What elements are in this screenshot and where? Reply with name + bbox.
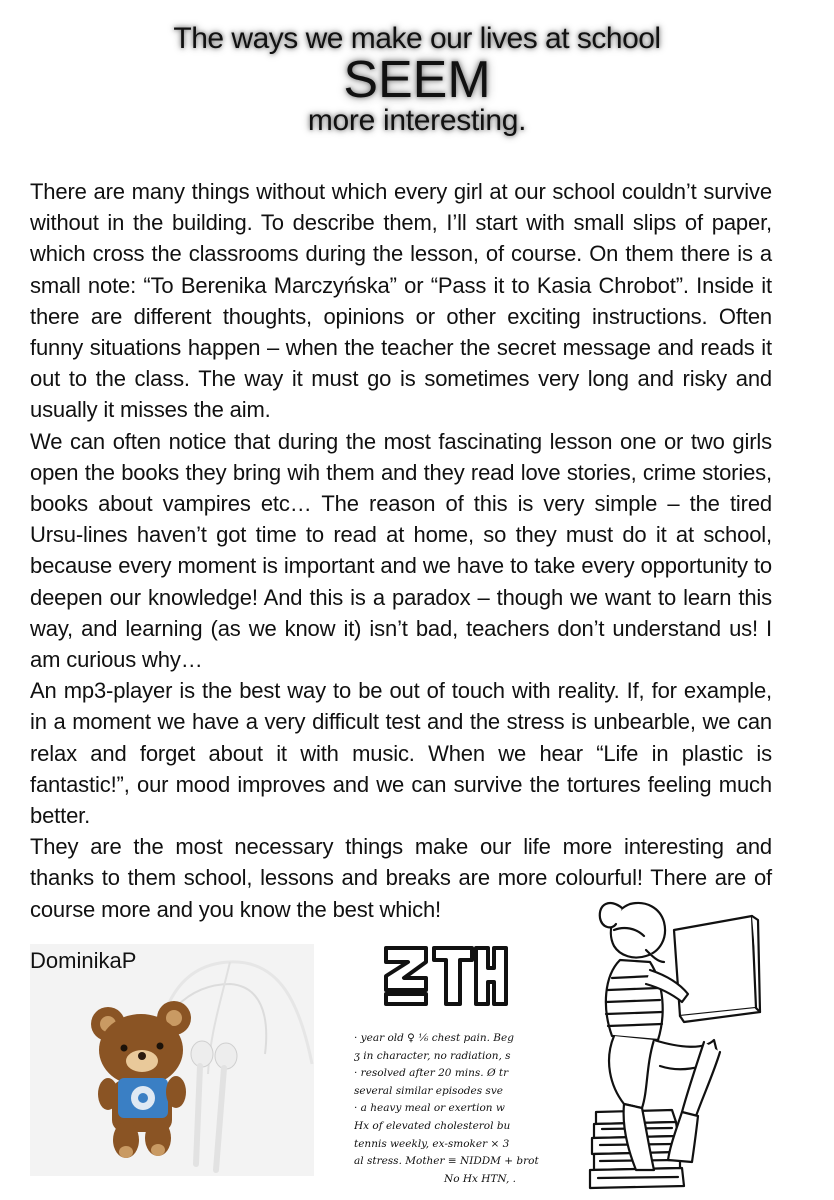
bear-mp3-player-illustration bbox=[30, 944, 314, 1176]
article-title bbox=[0, 22, 834, 138]
note-line: ʒ in character, no radiation, s bbox=[354, 1049, 511, 1062]
mp3-player-photo bbox=[30, 944, 314, 1176]
title-line-3: more interesting. bbox=[307, 104, 527, 137]
note-line: · a heavy meal or exertion w bbox=[354, 1102, 505, 1115]
paragraph-conclusion: They are the most necessary things make our life more interesting and thanks to them school, lessons and breaks are more colourful! There are of course more and you know the best which! bbox=[30, 834, 772, 922]
note-line: al stress. Mother ≡ NIDDM + brot bbox=[354, 1155, 539, 1168]
author-name: DominikaP bbox=[30, 948, 137, 973]
note-line: tennis weekly, ex-smoker × 3 bbox=[354, 1137, 510, 1150]
note-line: No Hx HTN, . bbox=[444, 1172, 516, 1185]
note-line: · year old ♀ ⅙ chest pain. Beg bbox=[354, 1032, 514, 1044]
handwritten-notes bbox=[354, 1030, 546, 1190]
paragraph-mp3: An mp3-player is the best way to be out of touch with reality. If, for example, in a moment we have a very difficult test and the stress is unbearble, we can relax and forget about it with music. When we hear “Life in plastic is fantastic!”, our mood improves and we can survive the tortures feeling much better. bbox=[30, 678, 772, 829]
paragraph-notes: There are many things without which every girl at our school couldn’t survive without in the building. To describe them, I’ll start with small slips of paper, which cross the classrooms during the lesson, of course. On them there is a small note: “To Berenika Marczyńska” or “Pass it to Kasia Chrobot”. Inside it there are different thoughts, opinions or other exciting instructions. Often funny situations happen – when the teacher the secret message and reads it out to the class. The way it must go is sometimes very long and risky and usually it misses the aim. bbox=[30, 179, 772, 423]
title-line-2: SEEM bbox=[343, 51, 491, 109]
note-line: Hx of elevated cholesterol bu bbox=[354, 1119, 511, 1132]
zth-logo bbox=[380, 942, 510, 1012]
article-body bbox=[30, 176, 772, 925]
title-line-1: The ways we make our lives at school bbox=[173, 22, 661, 55]
reading-girl-illustration bbox=[584, 890, 784, 1190]
paragraph-books: We can often notice that during the most fascinating lesson one or two girls open the books they bring wih them and they read love stories, crime stories, books about vampires etc… The reason of this is very simple – the tired Ursu-lines haven’t got time to read at home, so they must do it at school, because every moment is important and we have to take every opportunity to deepen our knowledge! And this is a paradox – though we want to learn this way, and learning (as we know it) isn’t bad, teachers don’t understand us! I am curious why… bbox=[30, 428, 772, 673]
note-line: · resolved after 20 mins. Ø tr bbox=[354, 1067, 509, 1080]
note-line: several similar episodes sve bbox=[354, 1084, 503, 1097]
